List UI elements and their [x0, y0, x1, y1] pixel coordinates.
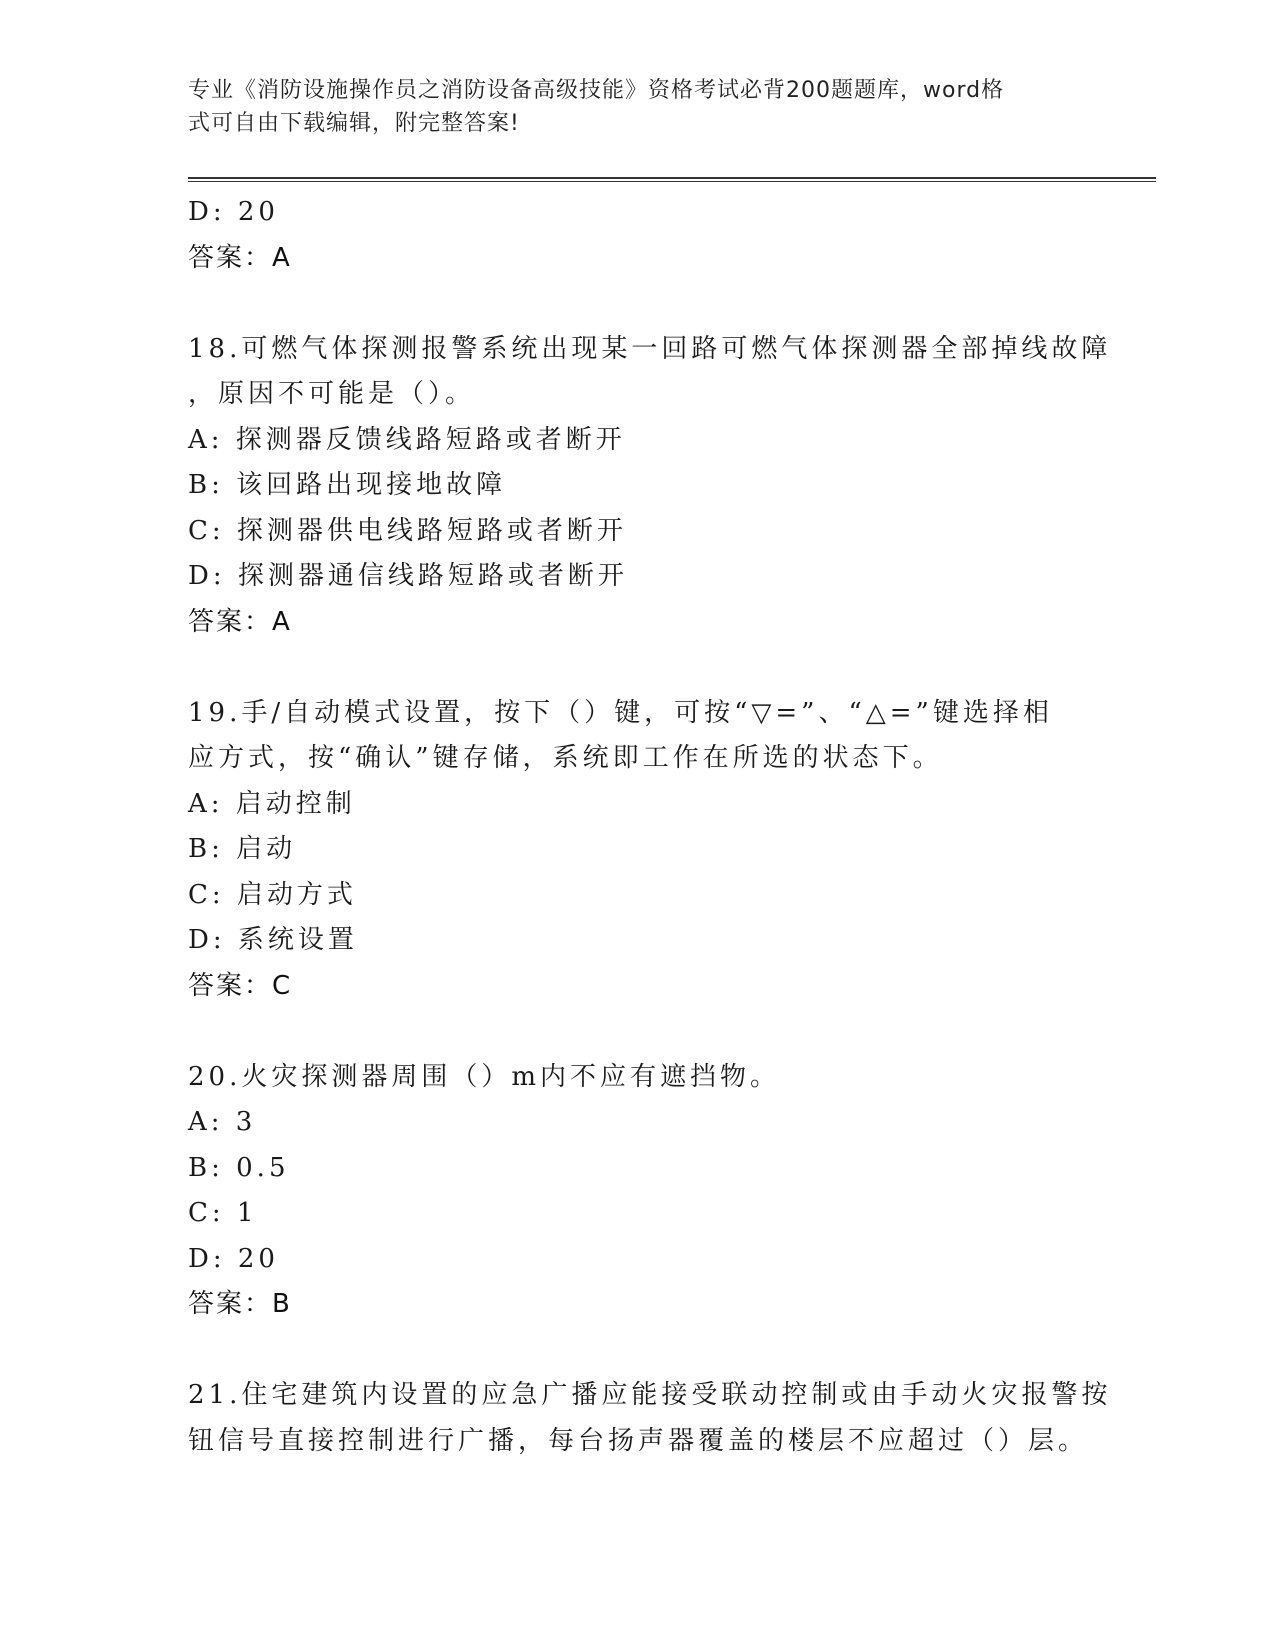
- prev-answer: 答案：A: [188, 242, 292, 273]
- question-text: 应方式，按“确认”键存储，系统即工作在所选的状态下。: [188, 743, 943, 773]
- question-20: [188, 1055, 1088, 1328]
- option-d: D: 探测器通信线路短路或者断开: [188, 561, 628, 591]
- spacer: [188, 1009, 1088, 1055]
- option-a: A: 3: [188, 1107, 257, 1137]
- spacer: [188, 1328, 1088, 1374]
- document-body: [188, 190, 1112, 1464]
- option-a: A: 探测器反馈线路短路或者断开: [188, 424, 626, 455]
- option-c: C: 1: [188, 1198, 258, 1228]
- question-text: 钮信号直接控制进行广播，每台扬声器覆盖的楼层不应超过（）层。: [188, 1425, 1089, 1456]
- option-c: C: 启动方式: [188, 879, 357, 910]
- question-text: 21.住宅建筑内设置的应急广播应能接受联动控制或由手动火灾报警按: [188, 1380, 1112, 1410]
- header-divider: [188, 177, 1156, 182]
- prev-option-d: D: 20: [188, 197, 279, 227]
- answer: 答案：B: [188, 1289, 292, 1319]
- option-b: B: 0.5: [188, 1152, 290, 1183]
- question-21: [188, 1373, 1112, 1464]
- header-line-2: 式可自由下载编辑，附完整答案!: [188, 111, 520, 136]
- question-19: [188, 691, 1088, 1010]
- header-line-1: 专业《消防设施操作员之消防设备高级技能》资格考试必背200题题库，word格: [188, 78, 1005, 103]
- option-d: D: 20: [188, 1243, 279, 1274]
- spacer: [188, 645, 1088, 691]
- option-d: D: 系统设置: [188, 925, 358, 955]
- page-header: [188, 74, 1068, 140]
- question-text: 19.手/自动模式设置，按下（）键，可按“▽=”、“△=”键选择相: [188, 697, 1053, 728]
- question-text: ，原因不可能是（）。: [188, 379, 476, 409]
- option-b: B: 该回路出现接地故障: [188, 470, 507, 500]
- answer: 答案：C: [188, 970, 293, 1001]
- question-18: [188, 327, 1112, 646]
- option-c: C: 探测器供电线路短路或者断开: [188, 515, 627, 546]
- option-a: A: 启动控制: [188, 788, 356, 819]
- option-b: B: 启动: [188, 834, 297, 864]
- question-text: 18.可燃气体探测报警系统出现某一回路可燃气体探测器全部掉线故障: [188, 333, 1112, 364]
- question-text: 20.火灾探测器周围（）m内不应有遮挡物。: [188, 1061, 781, 1092]
- spacer: [188, 281, 1088, 327]
- answer: 答案：A: [188, 606, 292, 637]
